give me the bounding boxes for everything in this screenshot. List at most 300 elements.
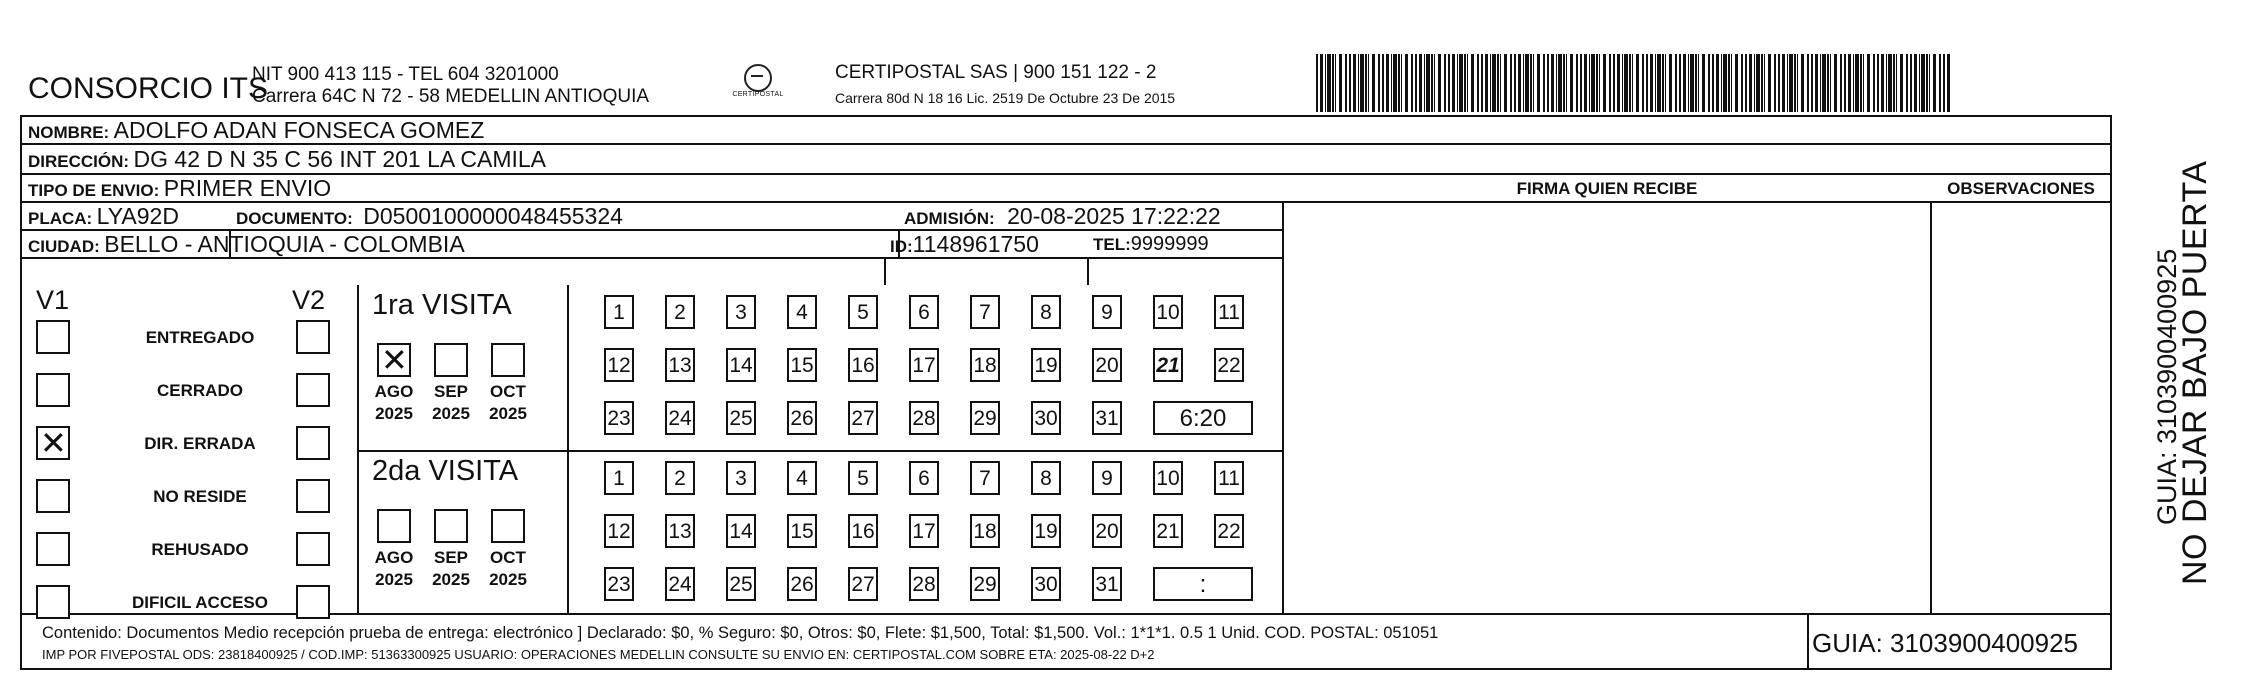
v2-heading: V2 bbox=[292, 285, 326, 315]
barcode-bar bbox=[1386, 54, 1389, 112]
barcode-bar bbox=[1863, 54, 1864, 112]
first-day-25[interactable]: 25 bbox=[726, 401, 756, 435]
barcode-bar bbox=[1485, 54, 1488, 112]
second-day-19[interactable]: 19 bbox=[1031, 514, 1061, 548]
first-day-1[interactable]: 1 bbox=[604, 295, 634, 329]
second-day-5[interactable]: 5 bbox=[848, 461, 878, 495]
v2-checkbox-entregado[interactable] bbox=[296, 320, 330, 354]
ciudad-label: CIUDAD: bbox=[28, 237, 100, 256]
first-day-11[interactable]: 11 bbox=[1214, 295, 1244, 329]
barcode-bar bbox=[1580, 54, 1582, 112]
v1-heading: V1 bbox=[36, 285, 70, 315]
second-month-label bbox=[426, 547, 476, 591]
barcode-bar bbox=[1543, 54, 1545, 112]
barcode-bar bbox=[1906, 54, 1908, 112]
barcode-bar bbox=[1778, 54, 1780, 112]
month-name: AGO bbox=[374, 548, 414, 567]
barcode-bar bbox=[1731, 54, 1732, 112]
second-day-10[interactable]: 10 bbox=[1153, 461, 1183, 495]
barcode-bar bbox=[1411, 54, 1413, 112]
barcode-bar bbox=[1822, 54, 1826, 112]
barcode-bar bbox=[1754, 54, 1755, 112]
second-month-label bbox=[483, 547, 533, 591]
first-day-20[interactable]: 20 bbox=[1092, 348, 1122, 382]
barcode-bar bbox=[1438, 54, 1441, 112]
barcode-bar bbox=[1382, 54, 1384, 112]
barcode-bar bbox=[1914, 54, 1917, 112]
barcode-bar bbox=[1426, 54, 1430, 112]
barcode-bar bbox=[1431, 54, 1433, 112]
barcode-bar bbox=[1774, 54, 1776, 112]
month-name: OCT bbox=[490, 382, 526, 401]
barcode-bar bbox=[1848, 54, 1851, 112]
second-day-13[interactable]: 13 bbox=[665, 514, 695, 548]
first-day-26[interactable]: 26 bbox=[787, 401, 817, 435]
barcode-bar bbox=[1807, 54, 1809, 112]
company-name: CONSORCIO ITS bbox=[28, 72, 269, 105]
admision-label: ADMISIÓN: bbox=[904, 209, 995, 228]
barcode-bar bbox=[1609, 54, 1611, 112]
barcode-bar bbox=[1459, 54, 1463, 112]
barcode-bar bbox=[1741, 54, 1743, 112]
status-label: DIR. ERRADA bbox=[144, 434, 256, 453]
v1-checkbox-entregado[interactable] bbox=[36, 320, 70, 354]
barcode-bar bbox=[1853, 54, 1854, 112]
barcode-bar bbox=[1523, 54, 1524, 112]
month-year: 2025 bbox=[489, 404, 527, 423]
barcode-bar bbox=[1723, 54, 1727, 112]
barcode-bar bbox=[1834, 54, 1837, 112]
barcode-bar bbox=[1622, 54, 1623, 112]
barcode-bar bbox=[1467, 54, 1468, 112]
barcode-bar bbox=[1419, 54, 1422, 112]
barcode-bar bbox=[1391, 54, 1392, 112]
barcode-bar bbox=[1566, 54, 1567, 112]
month-name: SEP bbox=[433, 548, 469, 567]
second-day-2[interactable]: 2 bbox=[665, 461, 695, 495]
barcode-bar bbox=[1624, 54, 1628, 112]
first-day-31[interactable]: 31 bbox=[1092, 401, 1122, 435]
barcode bbox=[1316, 54, 1952, 112]
barcode-bar bbox=[1900, 54, 1903, 112]
second-day-6[interactable]: 6 bbox=[909, 461, 939, 495]
logo-text: CERTIPOSTAL bbox=[732, 91, 784, 98]
address-line: Carrera 64C N 72 - 58 MEDELLIN ANTIOQUIA bbox=[252, 86, 650, 107]
tipo-label: TIPO DE ENVIO: bbox=[28, 181, 160, 200]
barcode-bar bbox=[1794, 54, 1796, 112]
barcode-bar bbox=[1500, 54, 1501, 112]
first-day-18[interactable]: 18 bbox=[970, 348, 1000, 382]
barcode-bar bbox=[1877, 54, 1879, 112]
barcode-bar bbox=[1398, 54, 1400, 112]
certipostal-line: CERTIPOSTAL SAS | 900 151 122 - 2 bbox=[835, 62, 1157, 83]
barcode-bar bbox=[1325, 54, 1326, 112]
barcode-bar bbox=[1926, 54, 1928, 112]
barcode-bar bbox=[1789, 54, 1793, 112]
barcode-bar bbox=[1353, 54, 1356, 112]
first-month-label bbox=[369, 381, 419, 425]
barcode-bar bbox=[1782, 54, 1785, 112]
certipostal-address: Carrera 80d N 18 16 Lic. 2519 De Octubre 23 De 2015 bbox=[835, 90, 1176, 106]
barcode-bar bbox=[1497, 54, 1499, 112]
direccion-row bbox=[28, 146, 546, 173]
first-day-8[interactable]: 8 bbox=[1031, 295, 1061, 329]
second-day-7[interactable]: 7 bbox=[970, 461, 1000, 495]
barcode-bar bbox=[1636, 54, 1639, 112]
barcode-bar bbox=[1448, 54, 1450, 112]
second-day-15[interactable]: 15 bbox=[787, 514, 817, 548]
barcode-bar bbox=[1525, 54, 1529, 112]
barcode-bar bbox=[1642, 54, 1644, 112]
firma-header: FIRMA QUIEN RECIBE bbox=[1516, 179, 1698, 198]
barcode-bar bbox=[1797, 54, 1798, 112]
second-month-ago[interactable] bbox=[377, 509, 411, 543]
first-day-9[interactable]: 9 bbox=[1092, 295, 1122, 329]
documento-label: DOCUMENTO: bbox=[236, 209, 353, 228]
footer-contents: Contenido: Documentos Medio recepción prueba de entrega: electrónico ] Declarado: $0, % Seguro: $0, Otros: $0, Flete: $1,500, Total: $1,500. Vol.: 1*1*1. 0.5 1 Unid. COD. POSTAL: 051051 bbox=[42, 624, 1439, 642]
barcode-bar bbox=[1820, 54, 1821, 112]
second-day-29[interactable]: 29 bbox=[970, 567, 1000, 601]
barcode-bar bbox=[1558, 54, 1562, 112]
v2-checkbox-dir-errada[interactable] bbox=[296, 426, 330, 460]
first-day-10[interactable]: 10 bbox=[1153, 295, 1183, 329]
barcode-bar bbox=[1679, 54, 1681, 112]
id-value: 1148961750 bbox=[912, 231, 1039, 257]
barcode-bar bbox=[1728, 54, 1730, 112]
ciudad-value: BELLO - ANTIOQUIA - COLOMBIA bbox=[104, 231, 465, 257]
documento-cell bbox=[236, 203, 623, 230]
month-year: 2025 bbox=[432, 404, 470, 423]
second-day-9[interactable]: 9 bbox=[1092, 461, 1122, 495]
v2-checkbox-dificil-acceso[interactable] bbox=[296, 585, 330, 619]
id-cell bbox=[890, 231, 1039, 258]
barcode-bar bbox=[1589, 54, 1590, 112]
barcode-bar bbox=[1504, 54, 1507, 112]
barcode-bar bbox=[1933, 54, 1936, 112]
second-day-8[interactable]: 8 bbox=[1031, 461, 1061, 495]
barcode-bar bbox=[1378, 54, 1380, 112]
v2-checkbox-rehusado[interactable] bbox=[296, 532, 330, 566]
first-day-19[interactable]: 19 bbox=[1031, 348, 1061, 382]
barcode-bar bbox=[1563, 54, 1565, 112]
barcode-bar bbox=[1929, 54, 1930, 112]
barcode-bar bbox=[1698, 54, 1699, 112]
first-day-28[interactable]: 28 bbox=[909, 401, 939, 435]
barcode-bar bbox=[1650, 54, 1653, 112]
barcode-bar bbox=[1756, 54, 1760, 112]
tel-label: TEL: bbox=[1093, 235, 1131, 254]
direccion-label: DIRECCIÓN: bbox=[28, 152, 130, 171]
month-year: 2025 bbox=[375, 404, 413, 423]
barcode-bar bbox=[1457, 54, 1458, 112]
barcode-bar bbox=[1830, 54, 1831, 112]
barcode-bar bbox=[1675, 54, 1677, 112]
second-day-1[interactable]: 1 bbox=[604, 461, 634, 495]
barcode-bar bbox=[1655, 54, 1656, 112]
barcode-bar bbox=[1358, 54, 1359, 112]
barcode-bar bbox=[1471, 54, 1474, 112]
barcode-bar bbox=[1603, 54, 1606, 112]
nombre-row bbox=[28, 117, 484, 144]
barcode-bar bbox=[1481, 54, 1483, 112]
tel-value: 9999999 bbox=[1130, 233, 1209, 255]
v1-checkbox-rehusado[interactable] bbox=[36, 532, 70, 566]
barcode-bar bbox=[1415, 54, 1417, 112]
first-day-30[interactable]: 30 bbox=[1031, 401, 1061, 435]
v2-checkbox-cerrado[interactable] bbox=[296, 373, 330, 407]
barcode-bar bbox=[1939, 54, 1941, 112]
first-month-sep[interactable] bbox=[434, 343, 468, 377]
first-day-5[interactable]: 5 bbox=[848, 295, 878, 329]
barcode-bar bbox=[1657, 54, 1661, 112]
barcode-bar bbox=[1947, 54, 1950, 112]
footer-guia: GUIA: 3103900400925 bbox=[1812, 628, 2078, 658]
second-day-21[interactable]: 21 bbox=[1153, 514, 1183, 548]
month-name: SEP bbox=[433, 382, 469, 401]
barcode-bar bbox=[1599, 54, 1600, 112]
barcode-bar bbox=[1708, 54, 1710, 112]
second-day-20[interactable]: 20 bbox=[1092, 514, 1122, 548]
barcode-bar bbox=[1695, 54, 1697, 112]
first-day-7[interactable]: 7 bbox=[970, 295, 1000, 329]
barcode-bar bbox=[1570, 54, 1573, 112]
barcode-bar bbox=[1510, 54, 1512, 112]
barcode-bar bbox=[1702, 54, 1705, 112]
first-day-6[interactable]: 6 bbox=[909, 295, 939, 329]
tipo-row bbox=[28, 175, 331, 202]
barcode-bar bbox=[1320, 54, 1323, 112]
status-label: CERRADO bbox=[157, 381, 243, 400]
nombre-label: NOMBRE: bbox=[28, 123, 110, 142]
barcode-bar bbox=[1860, 54, 1862, 112]
barcode-bar bbox=[1492, 54, 1496, 112]
barcode-bar bbox=[1365, 54, 1367, 112]
barcode-bar bbox=[1768, 54, 1771, 112]
barcode-bar bbox=[1921, 54, 1925, 112]
barcode-bar bbox=[1764, 54, 1765, 112]
barcode-bar bbox=[1749, 54, 1752, 112]
barcode-bar bbox=[1712, 54, 1714, 112]
barcode-bar bbox=[1339, 54, 1342, 112]
first-day-12[interactable]: 12 bbox=[604, 348, 634, 382]
observaciones-header: OBSERVACIONES bbox=[1947, 179, 2095, 198]
barcode-bar bbox=[1662, 54, 1664, 112]
barcode-bar bbox=[1683, 54, 1686, 112]
second-visit-time[interactable]: : bbox=[1153, 567, 1253, 601]
barcode-bar bbox=[1844, 54, 1846, 112]
status-label: DIFICIL ACCESO bbox=[131, 593, 268, 612]
second-day-26[interactable]: 26 bbox=[787, 567, 817, 601]
first-day-24[interactable]: 24 bbox=[665, 401, 695, 435]
id-label: ID: bbox=[890, 237, 913, 256]
barcode-bar bbox=[1867, 54, 1870, 112]
barcode-bar bbox=[1401, 54, 1402, 112]
barcode-bar bbox=[1893, 54, 1895, 112]
direccion-value: DG 42 D N 35 C 56 INT 201 LA CAMILA bbox=[133, 146, 546, 172]
barcode-bar bbox=[1815, 54, 1818, 112]
barcode-bar bbox=[1840, 54, 1842, 112]
barcode-bar bbox=[1665, 54, 1666, 112]
barcode-bar bbox=[1632, 54, 1633, 112]
barcode-bar bbox=[1514, 54, 1516, 112]
barcode-bar bbox=[1688, 54, 1689, 112]
company-contact bbox=[252, 64, 649, 108]
first-visit-title: 1ra VISITA bbox=[372, 289, 512, 321]
second-visit-title: 2da VISITA bbox=[372, 455, 519, 487]
barcode-bar bbox=[1434, 54, 1435, 112]
first-day-4[interactable]: 4 bbox=[787, 295, 817, 329]
barcode-bar bbox=[1349, 54, 1351, 112]
barcode-bar bbox=[1316, 54, 1318, 112]
v2-checkbox-no-reside[interactable] bbox=[296, 479, 330, 513]
first-day-21[interactable]: 21 bbox=[1153, 348, 1183, 382]
barcode-bar bbox=[1801, 54, 1804, 112]
barcode-bar bbox=[1444, 54, 1446, 112]
footer-print-info: IMP POR FIVEPOSTAL ODS: 23818400925 / COD.IMP: 51363300925 USUARIO: OPERACIONES MEDELLIN CONSULTE SU ENVIO EN: CERTIPOSTAL.COM SOBRE ETA: 2025-08-22 D+2 bbox=[42, 647, 1155, 662]
second-day-11[interactable]: 11 bbox=[1214, 461, 1244, 495]
status-label: REHUSADO bbox=[151, 540, 249, 559]
delivery-form bbox=[20, 115, 2112, 670]
barcode-bar bbox=[1335, 54, 1336, 112]
second-day-22[interactable]: 22 bbox=[1214, 514, 1244, 548]
first-day-13[interactable]: 13 bbox=[665, 348, 695, 382]
barcode-bar bbox=[1896, 54, 1897, 112]
barcode-bar bbox=[1873, 54, 1875, 112]
month-year: 2025 bbox=[375, 570, 413, 589]
barcode-bar bbox=[1745, 54, 1747, 112]
barcode-bar bbox=[1886, 54, 1887, 112]
barcode-bar bbox=[1576, 54, 1578, 112]
first-day-3[interactable]: 3 bbox=[726, 295, 756, 329]
status-label: ENTREGADO bbox=[145, 328, 255, 347]
month-name: OCT bbox=[490, 548, 526, 567]
second-day-28[interactable]: 28 bbox=[909, 567, 939, 601]
barcode-bar bbox=[1716, 54, 1719, 112]
first-day-16[interactable]: 16 bbox=[848, 348, 878, 382]
second-day-30[interactable]: 30 bbox=[1031, 567, 1061, 601]
first-month-ago[interactable] bbox=[377, 343, 411, 377]
first-day-29[interactable]: 29 bbox=[970, 401, 1000, 435]
first-month-label bbox=[426, 381, 476, 425]
check-mark: ✕ bbox=[381, 341, 408, 379]
first-month-oct[interactable] bbox=[491, 343, 525, 377]
second-day-23[interactable]: 23 bbox=[604, 567, 634, 601]
first-day-2[interactable]: 2 bbox=[665, 295, 695, 329]
placa-cell bbox=[28, 203, 179, 230]
first-day-15[interactable]: 15 bbox=[787, 348, 817, 382]
barcode-bar bbox=[1629, 54, 1631, 112]
barcode-bar bbox=[1881, 54, 1884, 112]
barcode-bar bbox=[1368, 54, 1369, 112]
nit-line: NIT 900 413 115 - TEL 604 3201000 bbox=[252, 64, 559, 85]
second-day-25[interactable]: 25 bbox=[726, 567, 756, 601]
barcode-bar bbox=[1888, 54, 1892, 112]
barcode-bar bbox=[1345, 54, 1347, 112]
barcode-bar bbox=[1584, 54, 1587, 112]
barcode-bar bbox=[1547, 54, 1549, 112]
second-day-12[interactable]: 12 bbox=[604, 514, 634, 548]
first-day-17[interactable]: 17 bbox=[909, 348, 939, 382]
barcode-bar bbox=[1943, 54, 1945, 112]
v1-checkbox-dir-errada[interactable] bbox=[36, 426, 70, 460]
first-day-23[interactable]: 23 bbox=[604, 401, 634, 435]
barcode-bar bbox=[1617, 54, 1620, 112]
documento-value: D0500100000048455324 bbox=[363, 203, 623, 229]
barcode-bar bbox=[1787, 54, 1788, 112]
admision-value: 20-08-2025 17:22:22 bbox=[1007, 203, 1221, 229]
first-visit-time[interactable]: 6:20 bbox=[1153, 401, 1253, 435]
barcode-bar bbox=[1690, 54, 1694, 112]
barcode-bar bbox=[1721, 54, 1722, 112]
month-name: AGO bbox=[374, 382, 414, 401]
barcode-bar bbox=[1533, 54, 1534, 112]
barcode-bar bbox=[1551, 54, 1554, 112]
first-day-27[interactable]: 27 bbox=[848, 401, 878, 435]
barcode-bar bbox=[1919, 54, 1920, 112]
barcode-bar bbox=[1827, 54, 1829, 112]
first-month-label bbox=[483, 381, 533, 425]
barcode-bar bbox=[1452, 54, 1455, 112]
side-warning: NO DEJAR BAJO PUERTA bbox=[2176, 160, 2214, 585]
barcode-bar bbox=[1530, 54, 1532, 112]
nombre-value: ADOLFO ADAN FONSECA GOMEZ bbox=[113, 117, 485, 143]
barcode-bar bbox=[1646, 54, 1648, 112]
barcode-bar bbox=[1596, 54, 1598, 112]
barcode-bar bbox=[1811, 54, 1813, 112]
barcode-bar bbox=[1556, 54, 1557, 112]
second-day-4[interactable]: 4 bbox=[787, 461, 817, 495]
certipostal-logo bbox=[730, 64, 786, 104]
status-label: NO RESIDE bbox=[153, 487, 247, 506]
ciudad-cell bbox=[28, 231, 465, 258]
second-day-3[interactable]: 3 bbox=[726, 461, 756, 495]
month-year: 2025 bbox=[432, 570, 470, 589]
second-day-16[interactable]: 16 bbox=[848, 514, 878, 548]
second-month-sep[interactable] bbox=[434, 509, 468, 543]
admision-cell bbox=[904, 203, 1221, 230]
second-day-27[interactable]: 27 bbox=[848, 567, 878, 601]
barcode-bar bbox=[1327, 54, 1331, 112]
v1-checkbox-no-reside[interactable] bbox=[36, 479, 70, 513]
second-day-31[interactable]: 31 bbox=[1092, 567, 1122, 601]
second-day-17[interactable]: 17 bbox=[909, 514, 939, 548]
first-day-14[interactable]: 14 bbox=[726, 348, 756, 382]
second-month-label bbox=[369, 547, 419, 591]
barcode-bar bbox=[1518, 54, 1521, 112]
barcode-bar bbox=[1855, 54, 1859, 112]
tel-cell bbox=[1093, 233, 1209, 256]
v1-checkbox-dificil-acceso[interactable] bbox=[36, 585, 70, 619]
tipo-value: PRIMER ENVIO bbox=[163, 175, 332, 201]
v1-checkbox-cerrado[interactable] bbox=[36, 373, 70, 407]
barcode-bar bbox=[1537, 54, 1540, 112]
first-day-22[interactable]: 22 bbox=[1214, 348, 1244, 382]
second-day-18[interactable]: 18 bbox=[970, 514, 1000, 548]
second-day-14[interactable]: 14 bbox=[726, 514, 756, 548]
second-day-24[interactable]: 24 bbox=[665, 567, 695, 601]
barcode-bar bbox=[1735, 54, 1738, 112]
barcode-bar bbox=[1424, 54, 1425, 112]
month-year: 2025 bbox=[489, 570, 527, 589]
barcode-bar bbox=[1613, 54, 1615, 112]
placa-label: PLACA: bbox=[28, 209, 93, 228]
second-month-oct[interactable] bbox=[491, 509, 525, 543]
barcode-bar bbox=[1332, 54, 1334, 112]
barcode-bar bbox=[1360, 54, 1364, 112]
barcode-bar bbox=[1669, 54, 1672, 112]
barcode-bar bbox=[1591, 54, 1595, 112]
placa-value: LYA92D bbox=[96, 203, 179, 229]
